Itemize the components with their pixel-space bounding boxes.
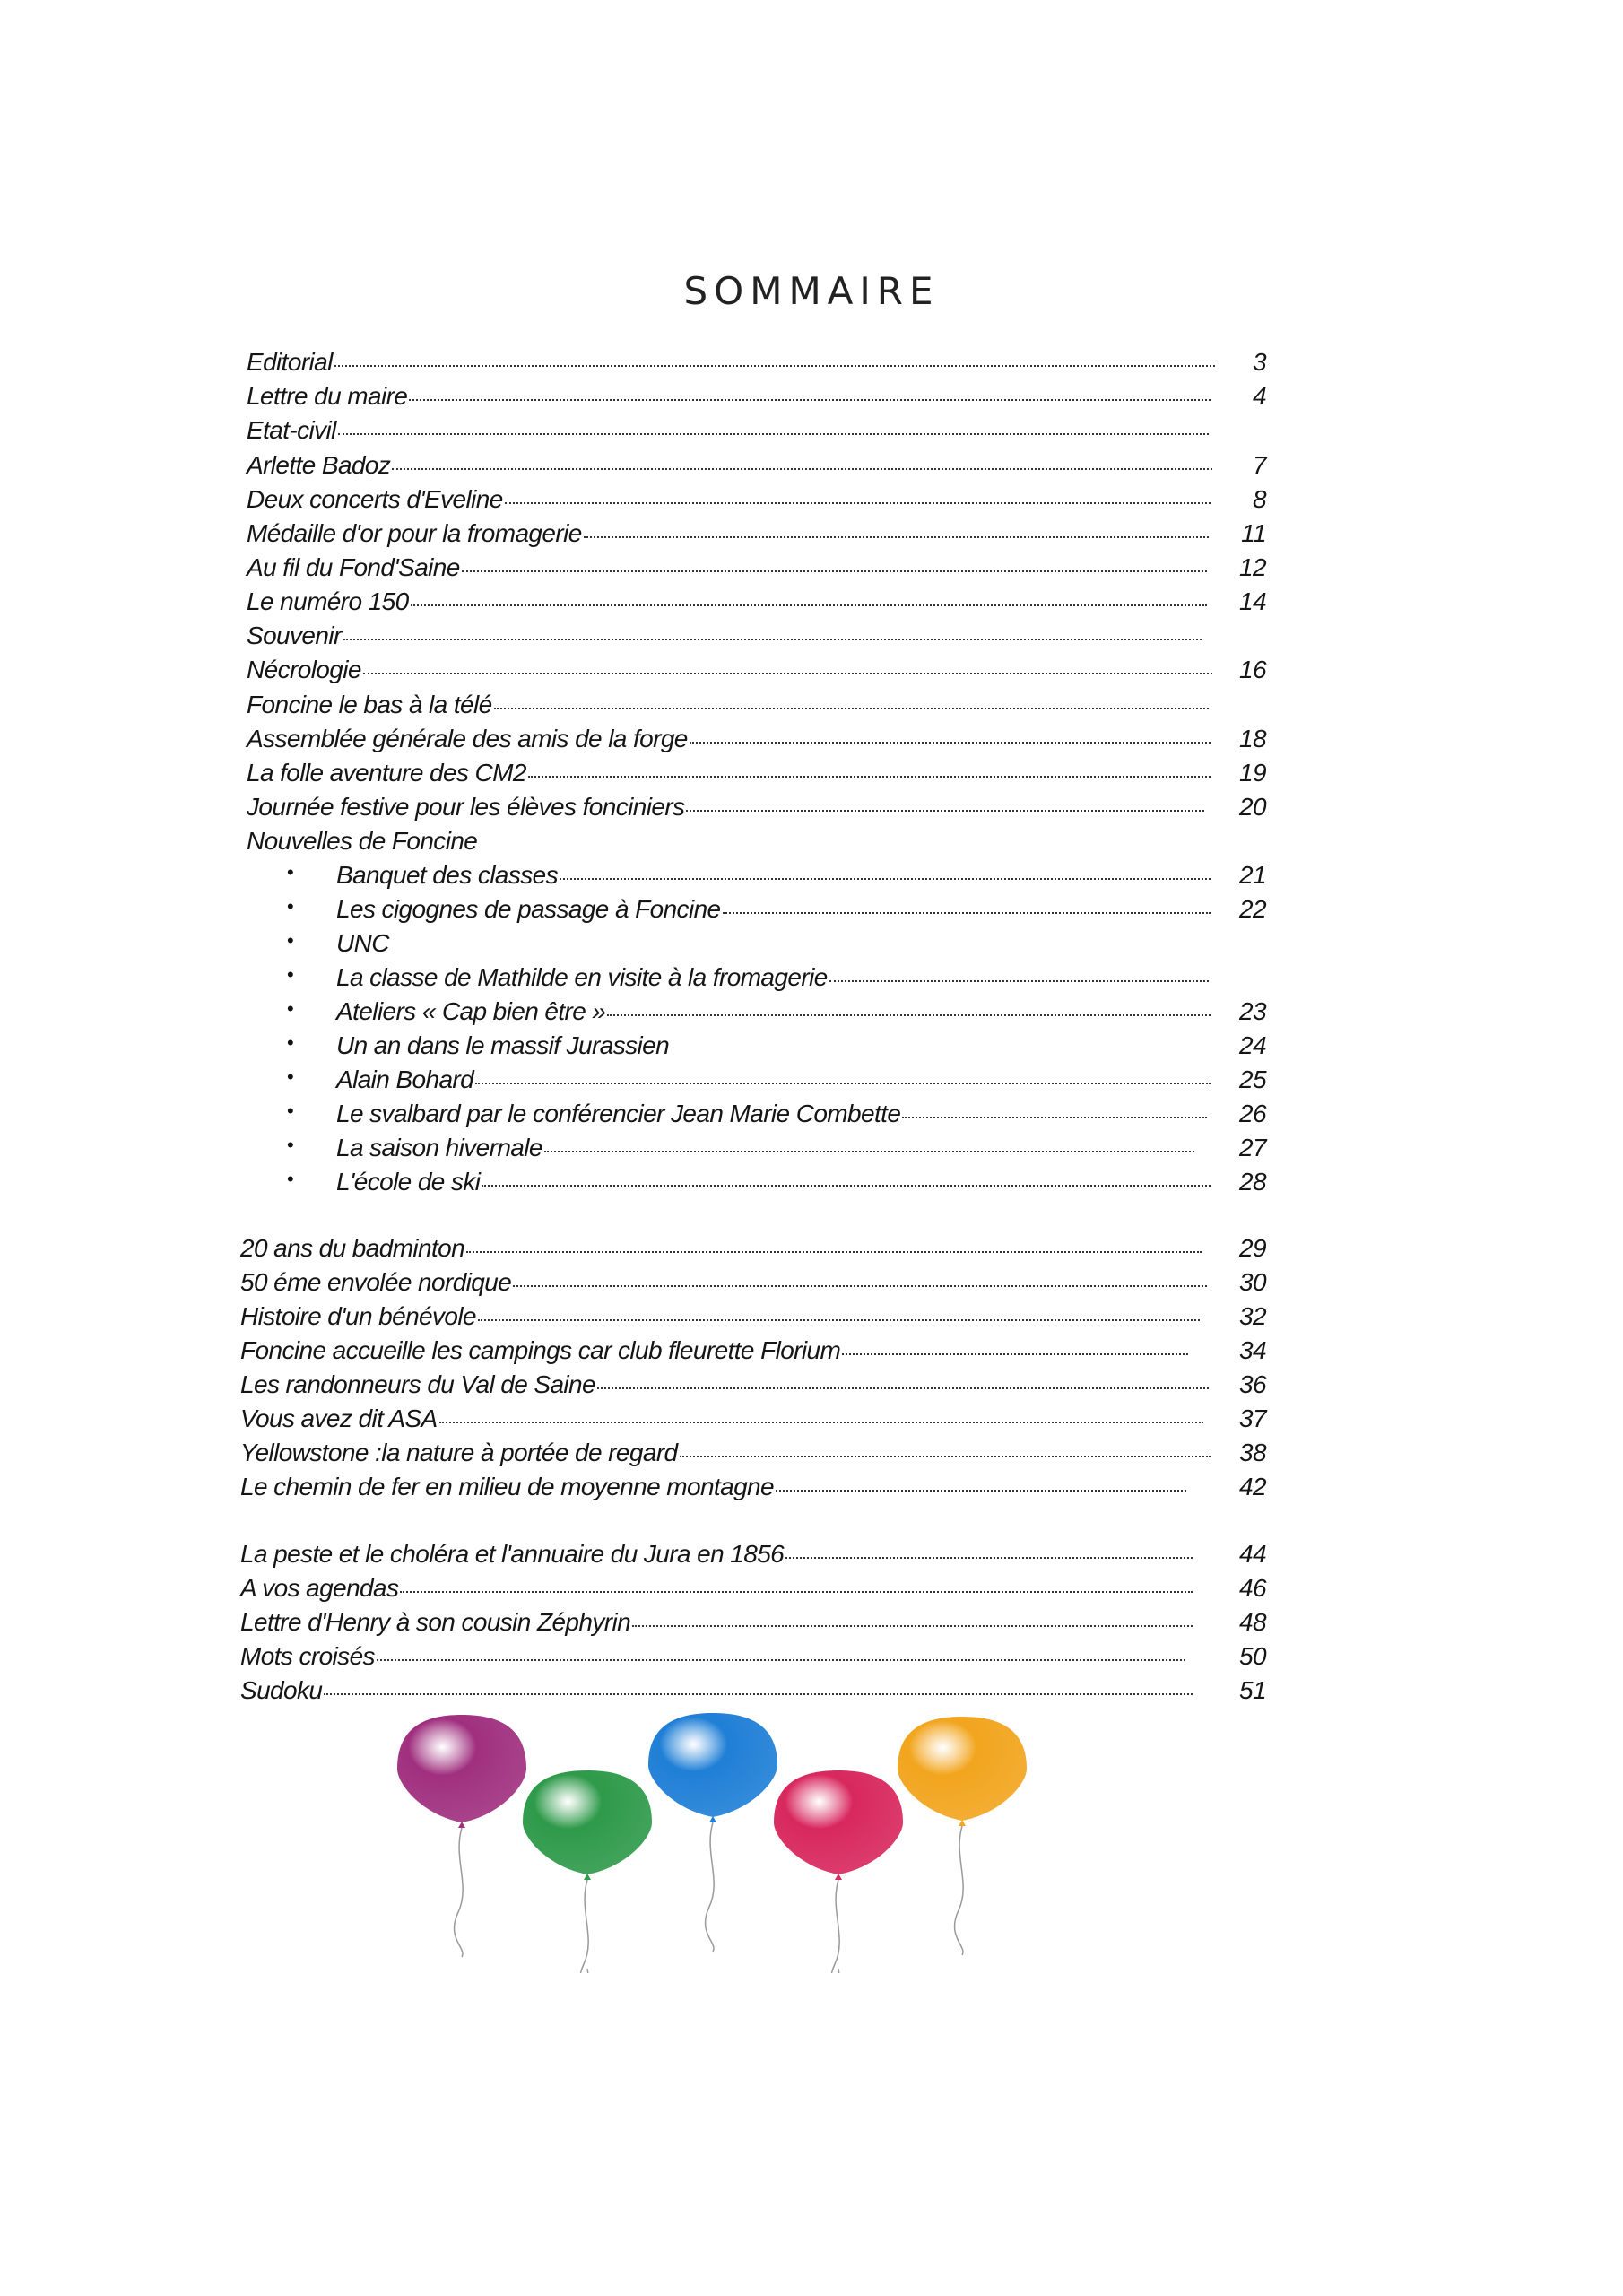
toc-entry-label: Deux concerts d'Eveline [247,485,503,513]
toc-entry-page: 26 [1239,1100,1266,1127]
toc-entry-label: Foncine le bas à la télé [247,691,492,718]
toc-entry [240,1439,1266,1473]
dot-leader [482,1185,1211,1187]
toc-entry-page: 30 [1239,1268,1266,1296]
toc-entry [247,622,1202,656]
toc-entry-page: 8 [1253,485,1266,513]
balloon [898,1717,1027,1955]
dot-leader [338,433,1209,435]
toc-entry-page: 4 [1253,382,1266,410]
dot-leader [343,639,1202,640]
dot-leader [723,912,1211,914]
dot-leader [411,604,1207,606]
dot-leader [462,570,1207,572]
balloons-illustration [377,1704,1058,1973]
toc-entry [247,416,1209,450]
toc-entry-label: Le svalbard par le conférencier Jean Marie Combette [336,1100,901,1127]
toc-entry [247,759,1266,793]
bullet-icon: • [287,895,294,918]
toc-entry-page: 23 [1239,997,1266,1025]
bullet-icon: • [287,997,294,1020]
toc-entry-page: 34 [1239,1336,1266,1364]
dot-leader [902,1117,1207,1118]
dot-leader [409,399,1211,401]
toc-entry-page: 24 [1239,1031,1266,1059]
toc-entry-label: Médaille d'or pour la fromagerie [247,519,582,547]
toc-entry [247,725,1266,759]
bullet-icon: • [287,929,294,952]
toc-entry [240,1302,1266,1336]
toc-entry [247,519,1266,553]
toc-entry-page: 27 [1239,1134,1266,1161]
toc-entry [240,1642,1266,1676]
toc-entry [247,656,1266,690]
toc-entry [240,1370,1266,1405]
toc-entry [240,1336,1266,1370]
toc-entry [247,382,1266,416]
toc-entry-label: Lettre du maire [247,382,408,410]
dot-leader [478,1319,1200,1321]
toc-entry-label: Les randonneurs du Val de Saine [240,1370,595,1398]
toc-entry-label: Lettre d'Henry à son cousin Zéphyrin [240,1608,631,1636]
toc-entry [287,997,1266,1031]
toc-entry-page: 46 [1239,1574,1266,1602]
balloon [774,1770,903,1973]
page-title: SOMMAIRE [683,269,940,313]
toc-entry [247,485,1266,519]
toc-entry-label: Etat-civil [247,416,336,444]
toc-entry-label: La peste et le choléra et l'annuaire du Jura en 1856 [240,1540,785,1568]
dot-leader [597,1387,1209,1389]
toc-entry-label: Le numéro 150 [247,587,409,615]
toc-entry-label: Le chemin de fer en milieu de moyenne montagne [240,1473,775,1500]
dot-leader [632,1625,1193,1627]
toc-entry-page: 32 [1239,1302,1266,1330]
toc-entry-label: Histoire d'un bénévole [240,1302,476,1330]
toc-entry [240,1608,1266,1642]
dot-leader [392,468,1212,470]
toc-entry-label: Mots croisés [240,1642,375,1670]
toc-entry-label: Assemblée générale des amis de la forge [247,725,688,752]
balloon [523,1770,652,1973]
dot-leader [680,1456,1211,1457]
dot-leader [505,502,1211,504]
toc-entry-page: 19 [1239,759,1266,787]
toc-entry-label: Arlette Badoz [247,451,391,479]
toc-entry-label: Yellowstone :la nature à portée de regard [240,1439,678,1466]
toc-entry-label: Alain Bohard [336,1065,474,1093]
toc-entry [287,895,1266,929]
toc-entry-page: 12 [1239,553,1266,581]
dot-leader [363,673,1212,674]
toc-entry-label: Editorial [247,348,333,376]
toc-entry-label: Les cigognes de passage à Foncine [336,895,721,923]
toc-entry-page: 42 [1239,1473,1266,1500]
toc-entry-label: La folle aventure des CM2 [247,759,526,787]
toc-entry-page: 28 [1239,1168,1266,1196]
toc-entry [287,861,1266,895]
balloon [648,1713,777,1952]
toc-entry-label: A vos agendas [240,1574,399,1602]
dot-leader [560,878,1211,880]
bullet-icon: • [287,1031,294,1054]
dot-leader [544,1151,1194,1152]
dot-leader [829,980,1209,982]
bullet-icon: • [287,1065,294,1088]
toc-entry-page: 36 [1239,1370,1266,1398]
dot-leader [584,536,1209,538]
toc-entry-label: 50 éme envolée nordique [240,1268,512,1296]
toc-entry-label: Un an dans le massif Jurassien [336,1031,670,1059]
bullet-icon: • [287,861,294,883]
bullet-icon: • [287,1100,294,1122]
toc-entry-label: La classe de Mathilde en visite à la fromagerie [336,963,828,991]
toc-entry-label: Vous avez dit ASA [240,1405,438,1432]
toc-entry-label: Au fil du Fond'Saine [247,553,460,581]
toc-entry [247,793,1266,827]
dot-leader [439,1422,1203,1423]
toc-entry [247,553,1266,587]
toc-entry-label: La saison hivernale [336,1134,542,1161]
toc-entry [287,1031,1266,1065]
toc-entry [247,691,1209,725]
toc-entry-page: 20 [1239,793,1266,821]
dot-leader [785,1557,1193,1559]
toc-entry [287,1100,1266,1134]
dot-leader [607,1014,1211,1016]
toc-entry-page: 25 [1239,1065,1266,1093]
toc-entry [287,963,1209,997]
dot-leader [475,1083,1211,1084]
dot-leader [400,1591,1193,1593]
bullet-icon: • [287,963,294,986]
toc-entry [287,1134,1266,1168]
toc-entry-page: 18 [1239,725,1266,752]
dot-leader [842,1353,1188,1355]
toc-entry [240,1574,1266,1608]
toc-entry [247,348,1266,382]
toc-entry-page: 11 [1241,519,1266,547]
dot-leader [690,742,1211,744]
toc-entry [287,1168,1266,1202]
toc-entry-label: Ateliers « Cap bien être » [336,997,606,1025]
dot-leader [466,1251,1202,1253]
toc-entry-page: 3 [1253,348,1266,376]
toc-entry-label: Nécrologie [247,656,361,683]
bullet-icon: • [287,1134,294,1156]
toc-entry-label: UNC [336,929,389,957]
toc-entry-page: 29 [1239,1234,1266,1262]
toc-entry [287,1065,1266,1100]
toc-entry-page: 48 [1239,1608,1266,1636]
dot-leader [513,1285,1207,1287]
bullet-icon: • [287,1168,294,1190]
toc-entry-page: 22 [1239,895,1266,923]
toc-entry-label: L'école de ski [336,1168,481,1196]
toc-entry-label: Banquet des classes [336,861,558,889]
toc-entry-page: 44 [1239,1540,1266,1568]
toc-entry [240,1234,1266,1268]
dot-leader [776,1490,1186,1492]
toc-entry-label: 20 ans du badminton [240,1234,465,1262]
toc-entry [247,587,1266,622]
toc-entry-page: 50 [1239,1642,1266,1670]
toc-entry-page: 7 [1253,451,1266,479]
toc-entry [240,1540,1266,1574]
toc-entry-page: 37 [1239,1405,1266,1432]
dot-leader [324,1693,1193,1695]
toc-entry-page: 38 [1239,1439,1266,1466]
dot-leader [334,365,1215,367]
toc-entry-page: 14 [1239,587,1266,615]
toc-entry [247,451,1266,485]
toc-entry [240,1268,1266,1302]
toc-entry [247,827,785,861]
dot-leader [494,708,1209,709]
toc-entry-page: 16 [1239,656,1266,683]
toc-entry [240,1473,1266,1507]
toc-entry-page: 51 [1239,1676,1266,1704]
dot-leader [377,1659,1185,1661]
balloon [397,1715,526,1957]
toc-entry-label: Sudoku [240,1676,323,1704]
toc-entry [240,1405,1266,1439]
dot-leader [528,776,1211,778]
toc-entry-label: Souvenir [247,622,342,649]
toc-entry-label: Journée festive pour les élèves fonciniers [247,793,685,821]
toc-entry-label: Foncine accueille les campings car club fleurette Florium [240,1336,841,1364]
toc-entry-page: 21 [1239,861,1266,889]
toc-entry [287,929,874,963]
dot-leader [686,810,1204,812]
toc-entry-label: Nouvelles de Foncine [247,827,478,855]
